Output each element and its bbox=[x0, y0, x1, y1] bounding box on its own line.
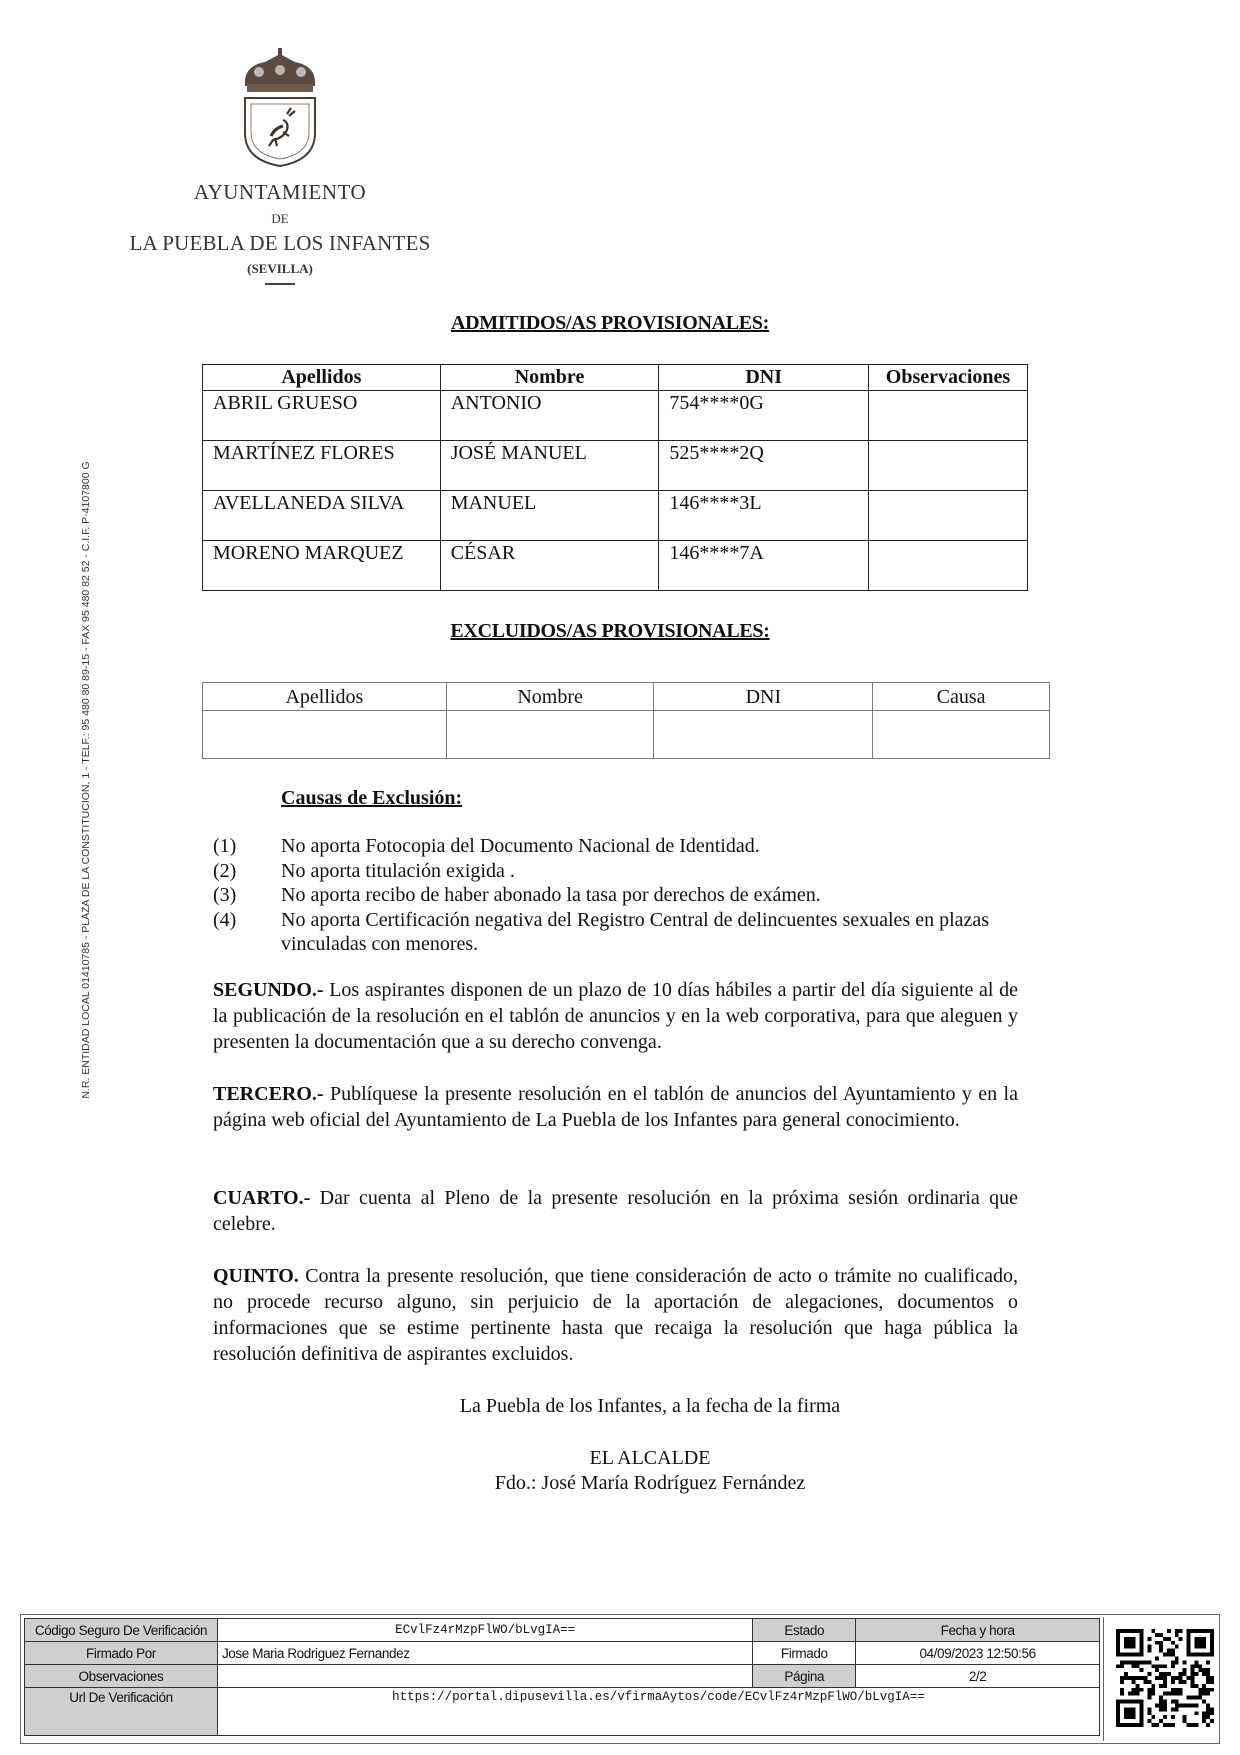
qr-module bbox=[1151, 1723, 1155, 1727]
paragraph-segundo bbox=[213, 977, 1018, 1055]
qr-module bbox=[1136, 1676, 1140, 1680]
qr-module bbox=[1198, 1692, 1202, 1696]
fecha-label: Fecha y hora bbox=[856, 1619, 1100, 1642]
qr-module bbox=[1187, 1703, 1191, 1707]
qr-module bbox=[1183, 1680, 1187, 1684]
qr-module bbox=[1159, 1672, 1163, 1676]
cell-dni: 754****0G bbox=[659, 391, 869, 441]
qr-module bbox=[1163, 1707, 1167, 1711]
cell-apellidos: MORENO MARQUEZ bbox=[203, 541, 441, 591]
qr-module bbox=[1183, 1668, 1187, 1672]
qr-module bbox=[1179, 1672, 1183, 1676]
qr-module bbox=[1206, 1680, 1210, 1684]
csv-value: ECvlFz4rMzpFlWO/bLvgIA== bbox=[217, 1619, 752, 1642]
observaciones-value bbox=[217, 1665, 752, 1688]
qr-module bbox=[1206, 1723, 1210, 1727]
paragraph-label: QUINTO. bbox=[213, 1265, 299, 1287]
qr-module bbox=[1175, 1707, 1179, 1711]
qr-module bbox=[1155, 1703, 1159, 1707]
firmado-por-value: Jose Maria Rodriguez Fernandez bbox=[217, 1642, 752, 1665]
qr-module bbox=[1159, 1641, 1163, 1645]
qr-module bbox=[1171, 1723, 1175, 1727]
qr-module bbox=[1132, 1660, 1136, 1664]
list-item bbox=[213, 908, 1013, 957]
verification-row bbox=[25, 1619, 1100, 1642]
qr-module bbox=[1175, 1700, 1179, 1704]
qr-module bbox=[1147, 1711, 1151, 1715]
paragraph-text: Los aspirantes disponen de un plazo de 10 días hábiles a partir del día siguiente al de la publicación de la resolución en el tablón de anuncios y en la web corporativa, para que aleguen y presenten la documentación que a su derecho convenga. bbox=[213, 979, 1018, 1053]
qr-module bbox=[1206, 1688, 1210, 1692]
qr-module bbox=[1198, 1688, 1202, 1692]
estado-label: Estado bbox=[753, 1619, 856, 1642]
qr-module bbox=[1179, 1637, 1183, 1641]
excluded-table bbox=[202, 682, 1050, 759]
qr-module bbox=[1187, 1676, 1191, 1680]
list-item bbox=[213, 859, 1013, 884]
cause-number: (1) bbox=[213, 835, 237, 857]
qr-module bbox=[1175, 1676, 1179, 1680]
qr-module bbox=[1136, 1692, 1140, 1696]
cell-observaciones bbox=[869, 491, 1028, 541]
qr-container bbox=[1103, 1617, 1218, 1741]
qr-module bbox=[1171, 1688, 1175, 1692]
qr-module bbox=[1210, 1711, 1214, 1715]
qr-module bbox=[1202, 1715, 1206, 1719]
qr-module bbox=[1163, 1684, 1167, 1688]
qr-module bbox=[1194, 1637, 1206, 1649]
qr-module bbox=[1159, 1664, 1163, 1668]
qr-module bbox=[1136, 1688, 1140, 1692]
qr-module bbox=[1147, 1680, 1151, 1684]
exclusion-causes-title: Causas de Exclusión: bbox=[281, 787, 463, 809]
qr-module bbox=[1167, 1672, 1171, 1676]
qr-module bbox=[1140, 1688, 1144, 1692]
qr-module bbox=[1124, 1707, 1136, 1719]
letterhead bbox=[110, 48, 450, 285]
qr-module bbox=[1190, 1696, 1194, 1700]
qr-module bbox=[1179, 1680, 1183, 1684]
cell-dni: 525****2Q bbox=[659, 441, 869, 491]
qr-module bbox=[1183, 1672, 1187, 1676]
qr-module bbox=[1210, 1719, 1214, 1723]
list-item bbox=[213, 834, 1013, 859]
qr-module bbox=[1155, 1641, 1159, 1645]
qr-module bbox=[1120, 1660, 1124, 1664]
qr-module bbox=[1190, 1664, 1194, 1668]
qr-module bbox=[1202, 1700, 1206, 1704]
paragraph-quinto bbox=[213, 1263, 1018, 1367]
qr-module bbox=[1163, 1672, 1167, 1676]
cell-dni: 146****7A bbox=[659, 541, 869, 591]
qr-module bbox=[1128, 1676, 1132, 1680]
qr-module bbox=[1147, 1645, 1151, 1649]
qr-module bbox=[1159, 1645, 1163, 1649]
cell-dni: 146****3L bbox=[659, 491, 869, 541]
qr-module bbox=[1159, 1684, 1163, 1688]
qr-module bbox=[1140, 1676, 1144, 1680]
column-header-dni: DNI bbox=[659, 365, 869, 391]
qr-module bbox=[1171, 1641, 1175, 1645]
cause-text: No aporta Certificación negativa del Registro Central de delincuentes sexuales en plazas vinculadas con menores. bbox=[281, 908, 990, 955]
qr-module bbox=[1210, 1707, 1214, 1711]
qr-module bbox=[1151, 1629, 1155, 1633]
verification-row bbox=[25, 1665, 1100, 1688]
qr-module bbox=[1194, 1684, 1198, 1688]
qr-module bbox=[1124, 1676, 1128, 1680]
qr-module bbox=[1187, 1723, 1191, 1727]
observaciones-label: Observaciones bbox=[25, 1665, 218, 1688]
qr-module bbox=[1124, 1660, 1128, 1664]
table-row bbox=[203, 441, 1028, 491]
letterhead-title: AYUNTAMIENTO bbox=[193, 180, 367, 204]
qr-module bbox=[1143, 1660, 1147, 1664]
qr-module bbox=[1163, 1723, 1167, 1727]
qr-module bbox=[1167, 1653, 1171, 1657]
qr-module bbox=[1155, 1676, 1159, 1680]
qr-module bbox=[1147, 1692, 1151, 1696]
paragraph-text: Contra la presente resolución, que tiene consideración de acto o trámite no cualificado, no procede recurso alguno, sin perjuicio de la aportación de alegaciones, documentos o informaciones que se estime pertinente hasta que recaiga la resolución que haga pública la resolución definitiva de aspirantes excluidos. bbox=[213, 1265, 1018, 1365]
signature-name: Fdo.: José María Rodríguez Fernández bbox=[494, 1472, 806, 1494]
qr-module bbox=[1143, 1676, 1147, 1680]
qr-module bbox=[1171, 1649, 1175, 1653]
cell-nombre: MANUEL bbox=[440, 491, 659, 541]
qr-module bbox=[1167, 1692, 1171, 1696]
admitted-table bbox=[202, 364, 1028, 591]
qr-module bbox=[1163, 1715, 1167, 1719]
paragraph-tercero bbox=[213, 1081, 1018, 1133]
qr-module bbox=[1175, 1633, 1179, 1637]
column-header-causa: Causa bbox=[873, 683, 1050, 711]
qr-module bbox=[1190, 1684, 1194, 1688]
cell-apellidos: ABRIL GRUESO bbox=[203, 391, 441, 441]
signature-place: La Puebla de los Infantes, a la fecha de la firma bbox=[459, 1395, 841, 1417]
qr-module bbox=[1171, 1653, 1175, 1657]
qr-module bbox=[1132, 1676, 1136, 1680]
qr-module bbox=[1175, 1703, 1179, 1707]
table-row bbox=[203, 711, 1050, 759]
qr-module bbox=[1159, 1700, 1163, 1704]
qr-module bbox=[1198, 1696, 1202, 1700]
table-row bbox=[203, 491, 1028, 541]
qr-module bbox=[1183, 1719, 1187, 1723]
qr-module bbox=[1120, 1676, 1124, 1680]
cell-nombre: CÉSAR bbox=[440, 541, 659, 591]
qr-module bbox=[1190, 1676, 1194, 1680]
list-item bbox=[213, 883, 1013, 908]
qr-module bbox=[1147, 1649, 1151, 1653]
qr-module bbox=[1120, 1692, 1124, 1696]
qr-module bbox=[1159, 1633, 1163, 1637]
qr-module bbox=[1151, 1715, 1155, 1719]
qr-module bbox=[1151, 1688, 1155, 1692]
qr-module bbox=[1190, 1668, 1194, 1672]
cell-nombre bbox=[446, 711, 654, 759]
qr-module bbox=[1143, 1680, 1147, 1684]
cell-observaciones bbox=[869, 391, 1028, 441]
qr-module bbox=[1140, 1660, 1144, 1664]
qr-module bbox=[1190, 1680, 1194, 1684]
admitted-heading: ADMITIDOS/AS PROVISIONALES: bbox=[450, 312, 770, 334]
qr-module bbox=[1159, 1703, 1163, 1707]
qr-module bbox=[1163, 1653, 1167, 1657]
column-header-apellidos: Apellidos bbox=[203, 365, 441, 391]
qr-module bbox=[1198, 1668, 1202, 1672]
qr-module bbox=[1120, 1680, 1124, 1684]
qr-module bbox=[1194, 1723, 1198, 1727]
qr-module bbox=[1155, 1668, 1159, 1672]
qr-module bbox=[1171, 1700, 1175, 1704]
cell-apellidos bbox=[203, 711, 447, 759]
qr-code-icon[interactable] bbox=[1116, 1629, 1214, 1727]
qr-module bbox=[1175, 1660, 1179, 1664]
paragraph-text: Publíquese la presente resolución en el tablón de anuncios del Ayuntamiento y en la página web oficial del Ayuntamiento de La Puebla de los Infantes para general conocimiento. bbox=[213, 1083, 1018, 1131]
qr-module bbox=[1210, 1688, 1214, 1692]
qr-module bbox=[1167, 1723, 1171, 1727]
qr-module bbox=[1194, 1672, 1198, 1676]
csv-label: Código Seguro De Verificación bbox=[25, 1619, 218, 1642]
cell-observaciones bbox=[869, 441, 1028, 491]
qr-module bbox=[1147, 1660, 1151, 1664]
qr-module bbox=[1175, 1688, 1179, 1692]
qr-module bbox=[1147, 1719, 1151, 1723]
qr-module bbox=[1151, 1664, 1155, 1668]
qr-module bbox=[1159, 1707, 1163, 1711]
letterhead-divider bbox=[265, 283, 295, 285]
qr-module bbox=[1202, 1719, 1206, 1723]
qr-module bbox=[1124, 1672, 1128, 1676]
qr-module bbox=[1163, 1637, 1167, 1641]
cell-causa bbox=[873, 711, 1050, 759]
letterhead-province: (SEVILLA) bbox=[247, 261, 313, 276]
qr-module bbox=[1171, 1692, 1175, 1696]
qr-module bbox=[1151, 1684, 1155, 1688]
qr-module bbox=[1171, 1664, 1175, 1668]
paragraph-label: CUARTO.- bbox=[213, 1187, 311, 1209]
cause-text: No aporta Fotocopia del Documento Nacional de Identidad. bbox=[281, 835, 760, 857]
municipal-coat-of-arms-icon bbox=[225, 48, 335, 168]
qr-module bbox=[1206, 1703, 1210, 1707]
estado-value: Firmado bbox=[753, 1642, 856, 1665]
qr-module bbox=[1183, 1715, 1187, 1719]
qr-module bbox=[1120, 1664, 1124, 1668]
qr-module bbox=[1171, 1660, 1175, 1664]
url-label: Url De Verificación bbox=[25, 1688, 218, 1736]
qr-module bbox=[1183, 1703, 1187, 1707]
qr-module bbox=[1202, 1684, 1206, 1688]
qr-module bbox=[1132, 1680, 1136, 1684]
qr-module bbox=[1163, 1703, 1167, 1707]
qr-module bbox=[1159, 1696, 1163, 1700]
qr-module bbox=[1163, 1692, 1167, 1696]
column-header-nombre: Nombre bbox=[446, 683, 654, 711]
qr-module bbox=[1167, 1637, 1171, 1641]
excluded-heading: EXCLUIDOS/AS PROVISIONALES: bbox=[450, 620, 770, 642]
qr-module bbox=[1171, 1676, 1175, 1680]
qr-module bbox=[1202, 1668, 1206, 1672]
cell-nombre: ANTONIO bbox=[440, 391, 659, 441]
qr-module bbox=[1206, 1676, 1210, 1680]
qr-module bbox=[1163, 1680, 1167, 1684]
qr-module bbox=[1155, 1664, 1159, 1668]
qr-module bbox=[1175, 1645, 1179, 1649]
qr-module bbox=[1179, 1688, 1183, 1692]
paragraph-cuarto bbox=[213, 1185, 1018, 1237]
qr-module bbox=[1151, 1692, 1155, 1696]
qr-module bbox=[1155, 1656, 1159, 1660]
qr-module bbox=[1175, 1656, 1179, 1660]
qr-module bbox=[1179, 1676, 1183, 1680]
cell-nombre: JOSÉ MANUEL bbox=[440, 441, 659, 491]
qr-module bbox=[1128, 1660, 1132, 1664]
qr-module bbox=[1210, 1676, 1214, 1680]
qr-module bbox=[1171, 1715, 1175, 1719]
cause-text: No aporta recibo de haber abonado la tasa por derechos de exámen. bbox=[281, 884, 821, 906]
qr-module bbox=[1147, 1696, 1151, 1700]
qr-module bbox=[1190, 1703, 1194, 1707]
pagina-label: Página bbox=[753, 1665, 856, 1688]
letterhead-de: DE bbox=[271, 211, 289, 226]
verification-row bbox=[25, 1688, 1100, 1736]
table-header-row bbox=[203, 683, 1050, 711]
qr-module bbox=[1120, 1688, 1124, 1692]
paragraph-label: SEGUNDO.- bbox=[213, 979, 324, 1001]
qr-module bbox=[1206, 1660, 1210, 1664]
qr-module bbox=[1128, 1692, 1132, 1696]
qr-module bbox=[1206, 1707, 1210, 1711]
sidebar-contact-info: N.R. ENTIDAD LOCAL 01410785 - PLAZA DE LA CONSTITUCION, 1 - TELF.: 95 480 80 89-15 - FAX 95 480 82 52 - C.I.F. P-4107800 G bbox=[80, 461, 92, 1099]
qr-module bbox=[1198, 1664, 1202, 1668]
qr-module bbox=[1159, 1649, 1163, 1653]
column-header-nombre: Nombre bbox=[440, 365, 659, 391]
cell-dni bbox=[654, 711, 873, 759]
cell-apellidos: AVELLANEDA SILVA bbox=[203, 491, 441, 541]
qr-module bbox=[1194, 1660, 1198, 1664]
qr-module bbox=[1171, 1707, 1175, 1711]
qr-module bbox=[1136, 1660, 1140, 1664]
qr-module bbox=[1194, 1696, 1198, 1700]
table-header-row bbox=[203, 365, 1028, 391]
qr-module bbox=[1194, 1664, 1198, 1668]
fecha-value: 04/09/2023 12:50:56 bbox=[856, 1642, 1100, 1665]
qr-module bbox=[1136, 1684, 1140, 1688]
qr-module bbox=[1163, 1700, 1167, 1704]
qr-module bbox=[1167, 1649, 1171, 1653]
cause-number: (2) bbox=[213, 859, 237, 882]
verification-row bbox=[25, 1642, 1100, 1665]
qr-module bbox=[1202, 1692, 1206, 1696]
paragraph-text: Dar cuenta al Pleno de la presente resolución en la próxima sesión ordinaria que celebre. bbox=[213, 1187, 1018, 1235]
qr-module bbox=[1206, 1672, 1210, 1676]
cause-text: No aporta titulación exigida . bbox=[281, 859, 515, 882]
paragraph-label: TERCERO.- bbox=[213, 1083, 324, 1105]
qr-module bbox=[1159, 1676, 1163, 1680]
qr-module bbox=[1159, 1719, 1163, 1723]
exclusion-causes-list bbox=[213, 834, 1013, 957]
qr-module bbox=[1179, 1692, 1183, 1696]
qr-module bbox=[1206, 1692, 1210, 1696]
qr-module bbox=[1179, 1629, 1183, 1633]
table-row bbox=[203, 391, 1028, 441]
qr-module bbox=[1187, 1696, 1191, 1700]
cell-observaciones bbox=[869, 541, 1028, 591]
qr-module bbox=[1132, 1664, 1136, 1668]
firmado-por-label: Firmado Por bbox=[25, 1642, 218, 1665]
qr-module bbox=[1132, 1692, 1136, 1696]
qr-module bbox=[1147, 1672, 1151, 1676]
qr-module bbox=[1202, 1688, 1206, 1692]
qr-module bbox=[1163, 1664, 1167, 1668]
qr-module bbox=[1175, 1692, 1179, 1696]
qr-module bbox=[1206, 1668, 1210, 1672]
qr-module bbox=[1206, 1715, 1210, 1719]
qr-module bbox=[1163, 1676, 1167, 1680]
qr-module bbox=[1147, 1707, 1151, 1711]
qr-module bbox=[1194, 1703, 1198, 1707]
column-header-observaciones: Observaciones bbox=[869, 365, 1028, 391]
verification-url-link[interactable]: https://portal.dipusevilla.es/vfirmaAytos/code/ECvlFz4rMzpFlWO/bLvgIA== bbox=[217, 1688, 1099, 1736]
qr-module bbox=[1147, 1637, 1151, 1641]
cause-number: (3) bbox=[213, 884, 237, 906]
table-row bbox=[203, 541, 1028, 591]
signature-title: EL ALCALDE bbox=[589, 1447, 711, 1469]
qr-module bbox=[1155, 1723, 1159, 1727]
qr-module bbox=[1140, 1668, 1144, 1672]
column-header-apellidos: Apellidos bbox=[203, 683, 447, 711]
qr-module bbox=[1179, 1703, 1183, 1707]
pagina-value: 2/2 bbox=[856, 1665, 1100, 1688]
qr-module bbox=[1190, 1672, 1194, 1676]
qr-module bbox=[1206, 1711, 1210, 1715]
qr-module bbox=[1202, 1711, 1206, 1715]
qr-module bbox=[1147, 1688, 1151, 1692]
qr-module bbox=[1190, 1723, 1194, 1727]
qr-module bbox=[1183, 1660, 1187, 1664]
qr-module bbox=[1202, 1672, 1206, 1676]
column-header-dni: DNI bbox=[654, 683, 873, 711]
letterhead-municipality: LA PUEBLA DE LOS INFANTES bbox=[129, 231, 431, 255]
qr-module bbox=[1167, 1629, 1171, 1633]
cell-apellidos: MARTÍNEZ FLORES bbox=[203, 441, 441, 491]
qr-module bbox=[1124, 1637, 1136, 1649]
cause-number: (4) bbox=[213, 908, 237, 931]
qr-module bbox=[1132, 1688, 1136, 1692]
qr-module bbox=[1116, 1664, 1120, 1668]
qr-module bbox=[1136, 1664, 1140, 1668]
qr-module bbox=[1175, 1629, 1179, 1633]
qr-module bbox=[1171, 1680, 1175, 1684]
verification-table bbox=[24, 1618, 1100, 1736]
qr-module bbox=[1210, 1680, 1214, 1684]
verification-box bbox=[20, 1614, 1220, 1744]
qr-module bbox=[1194, 1711, 1198, 1715]
qr-module bbox=[1155, 1633, 1159, 1637]
